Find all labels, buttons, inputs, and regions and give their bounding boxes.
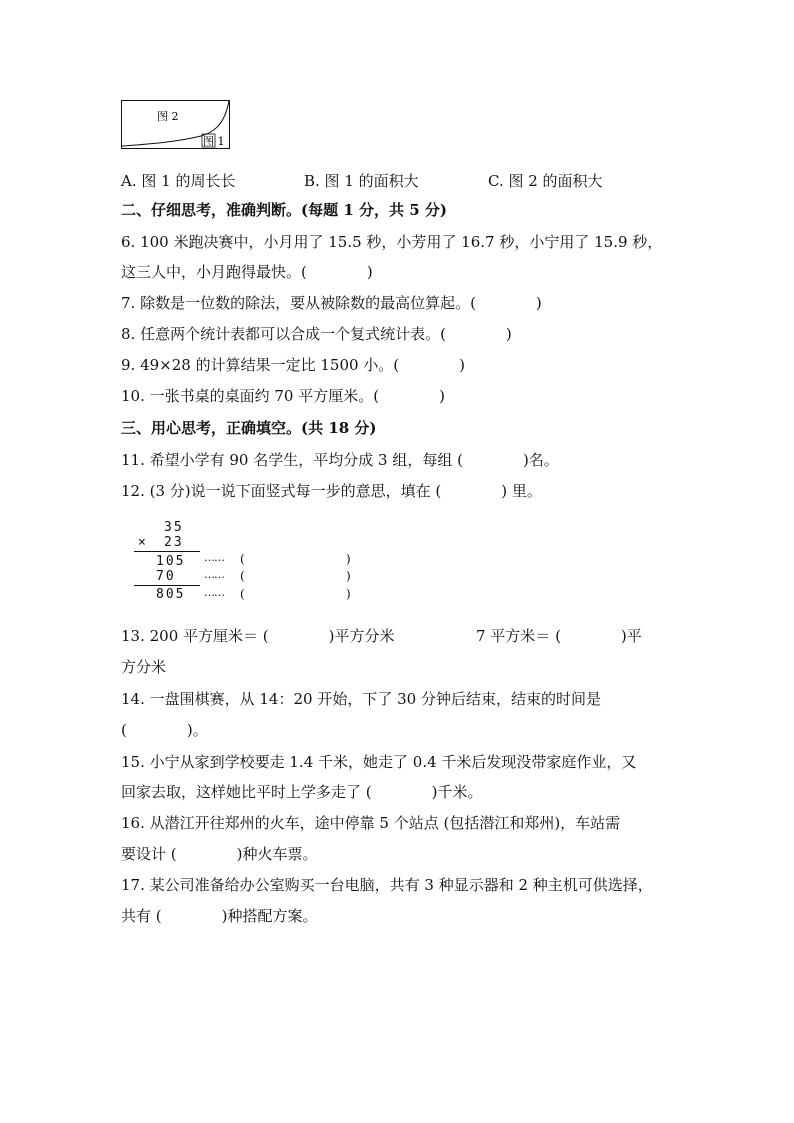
question-14-line2: ( )。 [121,721,208,739]
question-15-line1: 15. 小宁从家到学校要走 1.4 千米，她走了 0.4 千米后发现没带家庭作业，又 [121,753,637,771]
shape-figure [121,100,231,150]
question-13-part1: 13. 200 平方厘米＝ ( )平方分米 [121,627,395,645]
question-7: 7. 除数是一位数的除法，要从被除数的最高位算起。( ) [121,294,542,312]
question-17-line1: 17. 某公司准备给办公室购买一台电脑，共有 3 种显示器和 2 种主机可供选择， [121,876,653,894]
partial-product-2: 70 [156,569,176,584]
option-a: A. 图 1 的周长长 [121,172,236,190]
question-9: 9. 49×28 的计算结果一定比 1500 小。( ) [121,356,466,374]
rule-1 [134,551,200,552]
blank-2-open: ( [240,569,245,583]
question-16-line2: 要设计 ( )种火车票。 [121,845,318,863]
question-16-line1: 16. 从潜江开往郑州的火车，途中停靠 5 个站点 (包括潜江和郑州)，车站需 [121,814,621,832]
dots-3: …… [204,586,224,599]
blank-2-close: ) [346,569,351,583]
question-6-line2: 这三人中，小月跑得最快。( ) [121,263,373,281]
multiplicand: 35 [164,520,184,535]
question-17-line2: 共有 ( )种搭配方案。 [121,907,318,925]
option-b: B. 图 1 的面积大 [304,172,419,190]
question-11: 11. 希望小学有 90 名学生，平均分成 3 组，每组 ( )名。 [121,451,559,469]
blank-3-close: ) [346,587,351,601]
question-13-line2: 方分米 [121,658,167,676]
dots-2: …… [204,568,224,581]
figure-label-1: 图 1 [203,135,225,148]
question-13-part2: 7 平方米＝ ( )平 [476,627,642,645]
partial-product-1: 105 [156,554,186,569]
figure-drawing [121,100,231,150]
option-c: C. 图 2 的面积大 [488,172,603,190]
product: 805 [156,587,186,602]
times-sign: × [138,535,148,550]
question-12: 12. (3 分)说一说下面竖式每一步的意思，填在 ( ) 里。 [121,482,542,500]
blank-1-close: ) [346,552,351,566]
section-3-title: 三、用心思考，正确填空。(共 18 分) [121,419,377,437]
blank-3-open: ( [240,587,245,601]
question-10: 10. 一张书桌的桌面约 70 平方厘米。( ) [121,387,445,405]
dots-1: …… [204,551,224,564]
rule-2 [134,585,200,586]
question-6-line1: 6. 100 米跑决赛中，小月用了 15.5 秒，小芳用了 16.7 秒，小宁用了 15.9 秒， [121,233,663,251]
section-2-title: 二、仔细思考，准确判断。(每题 1 分，共 5 分) [121,201,447,219]
multiplier: 23 [164,535,184,550]
question-8: 8. 任意两个统计表都可以合成一个复式统计表。( ) [121,325,512,343]
question-14-line1: 14. 一盘围棋赛，从 14：20 开始，下了 30 分钟后结束，结束的时间是 [121,690,601,708]
vertical-multiplication [132,520,392,610]
blank-1-open: ( [240,552,245,566]
question-15-line2: 回家去取，这样她比平时上学多走了 ( )千米。 [121,783,483,801]
figure-label-2: 图 2 [157,110,179,123]
